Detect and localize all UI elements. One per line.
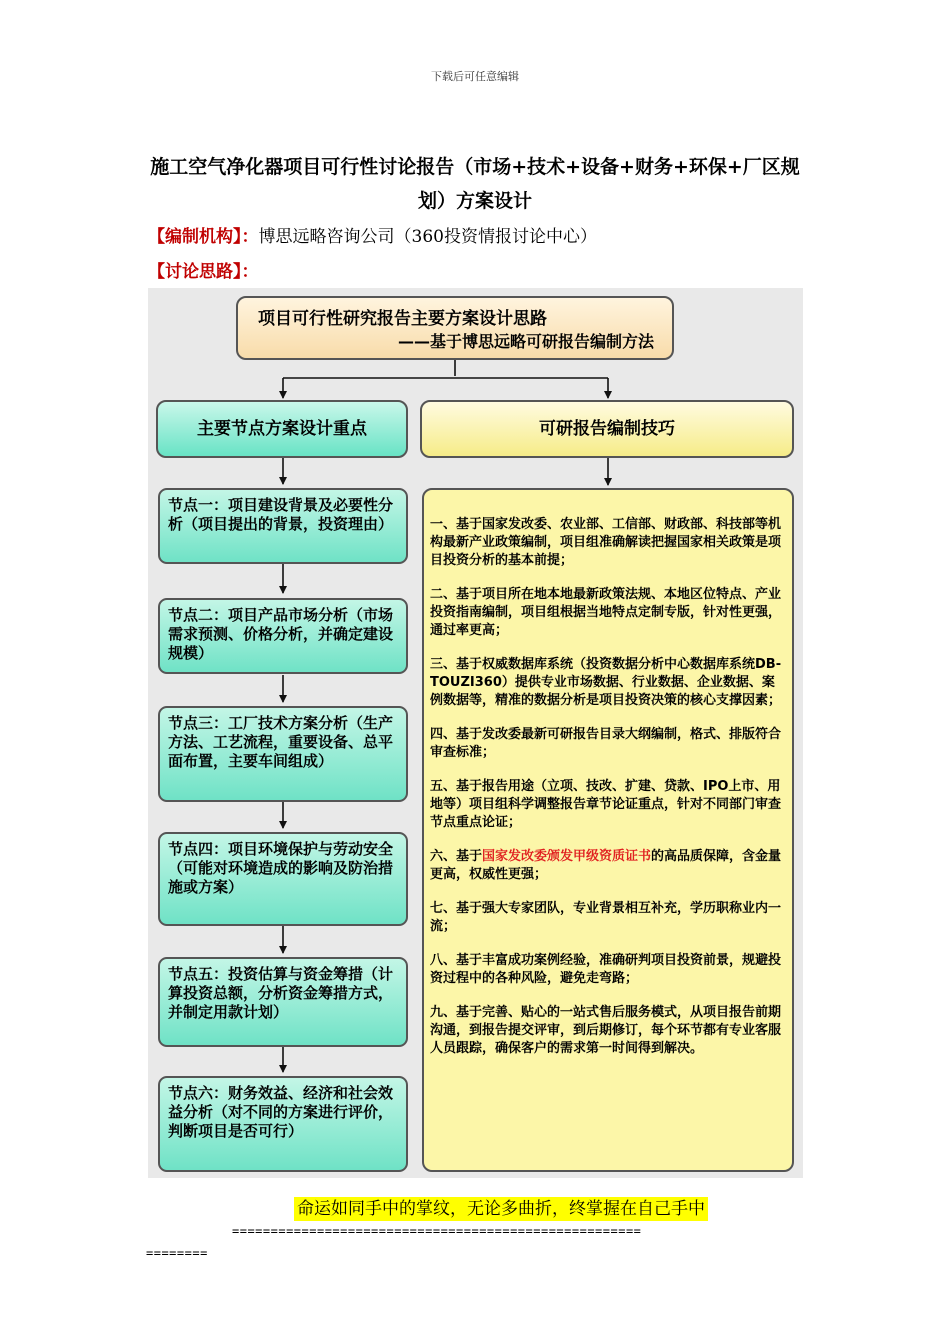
- node-box-6: 节点六：财务效益、经济和社会效益分析（对不同的方案进行评价，判断项目是否可行）: [158, 1076, 408, 1172]
- org-line: [148, 226, 597, 248]
- tip6-suffix: 的高品质保障，含金量更高，权威性更强；: [430, 849, 782, 882]
- idea-line: [148, 261, 259, 283]
- tip-item: 四、基于发改委最新可研报告目录大纲编制，格式、排版符合审查标准；: [430, 727, 782, 760]
- tip-item: 一、基于国家发改委、农业部、工信部、财政部、科技部等机构最新产业政策编制，项目组准确解读把握国家相关政策是项目投资分析的基本前提；: [430, 517, 782, 568]
- tip-item: 五、基于报告用途（立项、技改、扩建、贷款、IPO上市、用地等）项目组科学调整报告章节论证重点，针对不同部门审查节点重点论证；: [430, 779, 782, 830]
- document-title: 施工空气净化器项目可行性讨论报告（市场+技术+设备+财务+环保+厂区规划）方案设计: [150, 156, 800, 212]
- tip-item: 三、基于权威数据库系统（投资数据分析中心数据库系统DB-TOUZI360）提供专业市场数据、行业数据、企业数据、案例数据等，精准的数据分析是项目投资决策的核心支撑因素；: [430, 657, 782, 708]
- flowchart-title-box: [236, 296, 674, 360]
- tip-item: 九、基于完善、贴心的一站式售后服务模式，从项目报告前期沟通，到报告提交评审，到后期修订，每个环节都有专业客服人员跟踪，确保客户的需求第一时间得到解决。: [430, 1005, 782, 1056]
- tip-item: 二、基于项目所在地本地最新政策法规、本地区位特点、产业投资指南编制，项目组根据当地特点定制专版，针对性更强，通过率更高；: [430, 587, 782, 638]
- idea-label: 【讨论思路】：: [148, 262, 259, 282]
- node-box-3: 节点三：工厂技术方案分析（生产方法、工艺流程，重要设备、总平面布置，主要车间组成）: [158, 706, 408, 802]
- tip-item: 七、基于强大专家团队，专业背景相互补充，学历职称业内一流；: [430, 901, 782, 934]
- flowchart-title-line1: 项目可行性研究报告主要方案设计思路: [258, 309, 547, 329]
- header-note: 下载后可任意编辑: [431, 70, 519, 83]
- flowchart-figure: [148, 288, 803, 1178]
- motto-highlighted: 命运如同手中的掌纹，无论多曲折，终掌握在自己手中: [294, 1197, 708, 1221]
- flowchart-title-line2: ——基于博思远略可研报告编制方法: [397, 332, 654, 351]
- tip6-highlight: 国家发改委颁发甲级资质证书: [482, 849, 652, 864]
- node-box-4: 节点四：项目环境保护与劳动安全（可能对环境造成的影响及防治措施或方案）: [158, 832, 408, 926]
- org-value: 博思远略咨询公司（360投资情报讨论中心）: [258, 227, 597, 247]
- left-column-heading: 主要节点方案设计重点: [156, 400, 408, 458]
- right-column-heading: 可研报告编制技巧: [420, 400, 794, 458]
- separator-rule-line2: ========: [146, 1246, 208, 1260]
- tip6-prefix: 六、基于: [430, 849, 483, 864]
- node-box-1: 节点一：项目建设背景及必要性分析（项目提出的背景，投资理由）: [158, 488, 408, 564]
- node-box-2: 节点二：项目产品市场分析（市场需求预测、价格分析，并确定建设规模）: [158, 598, 408, 674]
- tips-box: [422, 488, 794, 1172]
- tip-item-6: [430, 848, 784, 884]
- org-label: 【编制机构】：: [148, 227, 259, 247]
- tip-item: 八、基于丰富成功案例经验，准确研判项目投资前景，规避投资过程中的各种风险，避免走弯路；: [430, 953, 782, 986]
- separator-rule-line1: =====================================================: [232, 1224, 642, 1238]
- node-box-5: 节点五：投资估算与资金筹措（计算投资总额，分析资金筹措方式，并制定用款计划）: [158, 957, 408, 1047]
